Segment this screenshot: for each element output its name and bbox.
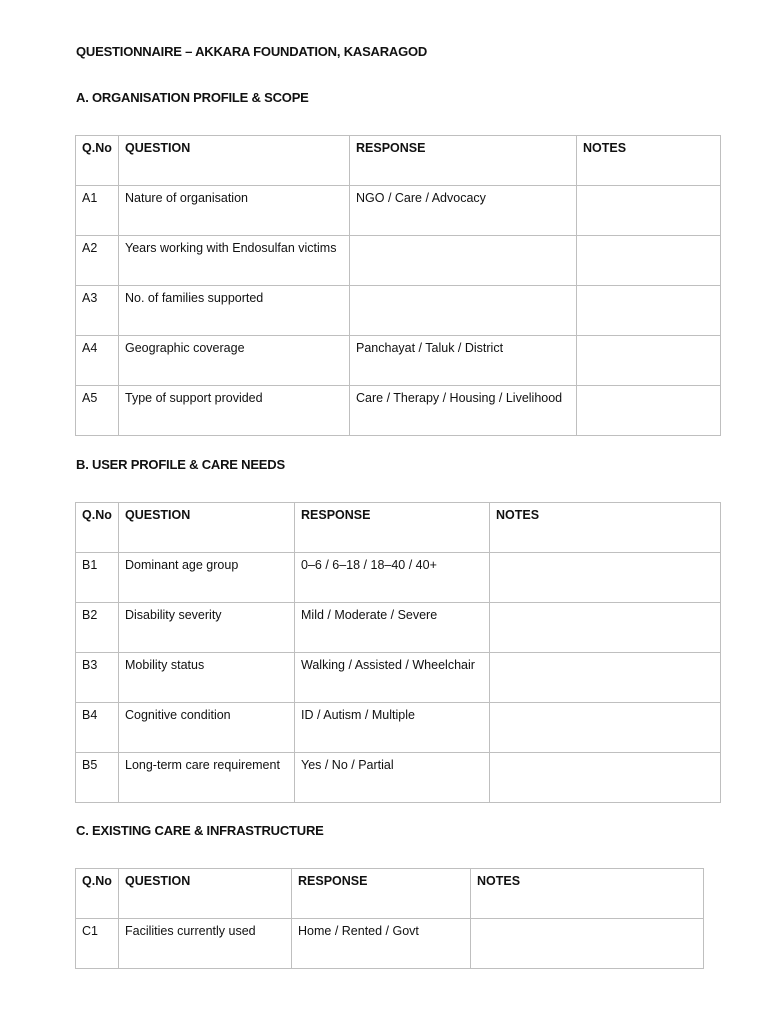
cell-response[interactable]: Home / Rented / Govt [292, 919, 471, 969]
cell-notes[interactable] [490, 603, 721, 653]
cell-question: Years working with Endosulfan victims [119, 236, 350, 286]
table-header-row [76, 503, 721, 553]
table-row [76, 753, 721, 803]
table-row [76, 603, 721, 653]
cell-response[interactable]: Mild / Moderate / Severe [295, 603, 490, 653]
section-c-table [75, 868, 704, 969]
cell-qno: C1 [76, 919, 119, 969]
table-row [76, 186, 721, 236]
table-row [76, 286, 721, 336]
cell-notes[interactable] [577, 336, 721, 386]
cell-response[interactable]: Panchayat / Taluk / District [350, 336, 577, 386]
cell-qno: A4 [76, 336, 119, 386]
table-row [76, 236, 721, 286]
header-notes: NOTES [577, 136, 721, 186]
header-question: QUESTION [119, 503, 295, 553]
cell-qno: B4 [76, 703, 119, 753]
section-c-title: C. EXISTING CARE & INFRASTRUCTURE [76, 823, 324, 838]
cell-qno: B5 [76, 753, 119, 803]
cell-qno: A3 [76, 286, 119, 336]
table-header-row [76, 869, 704, 919]
cell-response[interactable]: 0–6 / 6–18 / 18–40 / 40+ [295, 553, 490, 603]
cell-notes[interactable] [490, 553, 721, 603]
cell-qno: A1 [76, 186, 119, 236]
table-row [76, 653, 721, 703]
cell-question: Nature of organisation [119, 186, 350, 236]
cell-question: Facilities currently used [119, 919, 292, 969]
header-question: QUESTION [119, 869, 292, 919]
cell-qno: B1 [76, 553, 119, 603]
cell-question: Long-term care requirement [119, 753, 295, 803]
cell-question: No. of families supported [119, 286, 350, 336]
cell-question: Disability severity [119, 603, 295, 653]
cell-notes[interactable] [490, 753, 721, 803]
section-a-title: A. ORGANISATION PROFILE & SCOPE [76, 90, 309, 105]
cell-notes[interactable] [471, 919, 704, 969]
cell-response[interactable] [350, 236, 577, 286]
cell-question: Dominant age group [119, 553, 295, 603]
cell-notes[interactable] [577, 186, 721, 236]
section-a-table [75, 135, 721, 436]
cell-response[interactable]: NGO / Care / Advocacy [350, 186, 577, 236]
cell-notes[interactable] [577, 286, 721, 336]
table-row [76, 386, 721, 436]
section-b-table [75, 502, 721, 803]
table-header-row [76, 136, 721, 186]
header-notes: NOTES [490, 503, 721, 553]
cell-question: Cognitive condition [119, 703, 295, 753]
table-row [76, 919, 704, 969]
cell-qno: A5 [76, 386, 119, 436]
header-response: RESPONSE [350, 136, 577, 186]
header-qno: Q.No [76, 503, 119, 553]
cell-response[interactable]: Yes / No / Partial [295, 753, 490, 803]
cell-notes[interactable] [577, 236, 721, 286]
cell-question: Mobility status [119, 653, 295, 703]
document-title: QUESTIONNAIRE – AKKARA FOUNDATION, KASARAGOD [76, 44, 428, 59]
cell-response[interactable]: ID / Autism / Multiple [295, 703, 490, 753]
cell-qno: B2 [76, 603, 119, 653]
table-row [76, 703, 721, 753]
table-row [76, 336, 721, 386]
header-qno: Q.No [76, 869, 119, 919]
header-response: RESPONSE [292, 869, 471, 919]
table-row [76, 553, 721, 603]
section-b-title: B. USER PROFILE & CARE NEEDS [76, 457, 285, 472]
cell-response[interactable]: Care / Therapy / Housing / Livelihood [350, 386, 577, 436]
header-question: QUESTION [119, 136, 350, 186]
cell-notes[interactable] [490, 653, 721, 703]
cell-question: Type of support provided [119, 386, 350, 436]
cell-response[interactable] [350, 286, 577, 336]
cell-notes[interactable] [490, 703, 721, 753]
header-response: RESPONSE [295, 503, 490, 553]
cell-question: Geographic coverage [119, 336, 350, 386]
cell-qno: B3 [76, 653, 119, 703]
cell-qno: A2 [76, 236, 119, 286]
cell-notes[interactable] [577, 386, 721, 436]
cell-response[interactable]: Walking / Assisted / Wheelchair [295, 653, 490, 703]
header-qno: Q.No [76, 136, 119, 186]
header-notes: NOTES [471, 869, 704, 919]
